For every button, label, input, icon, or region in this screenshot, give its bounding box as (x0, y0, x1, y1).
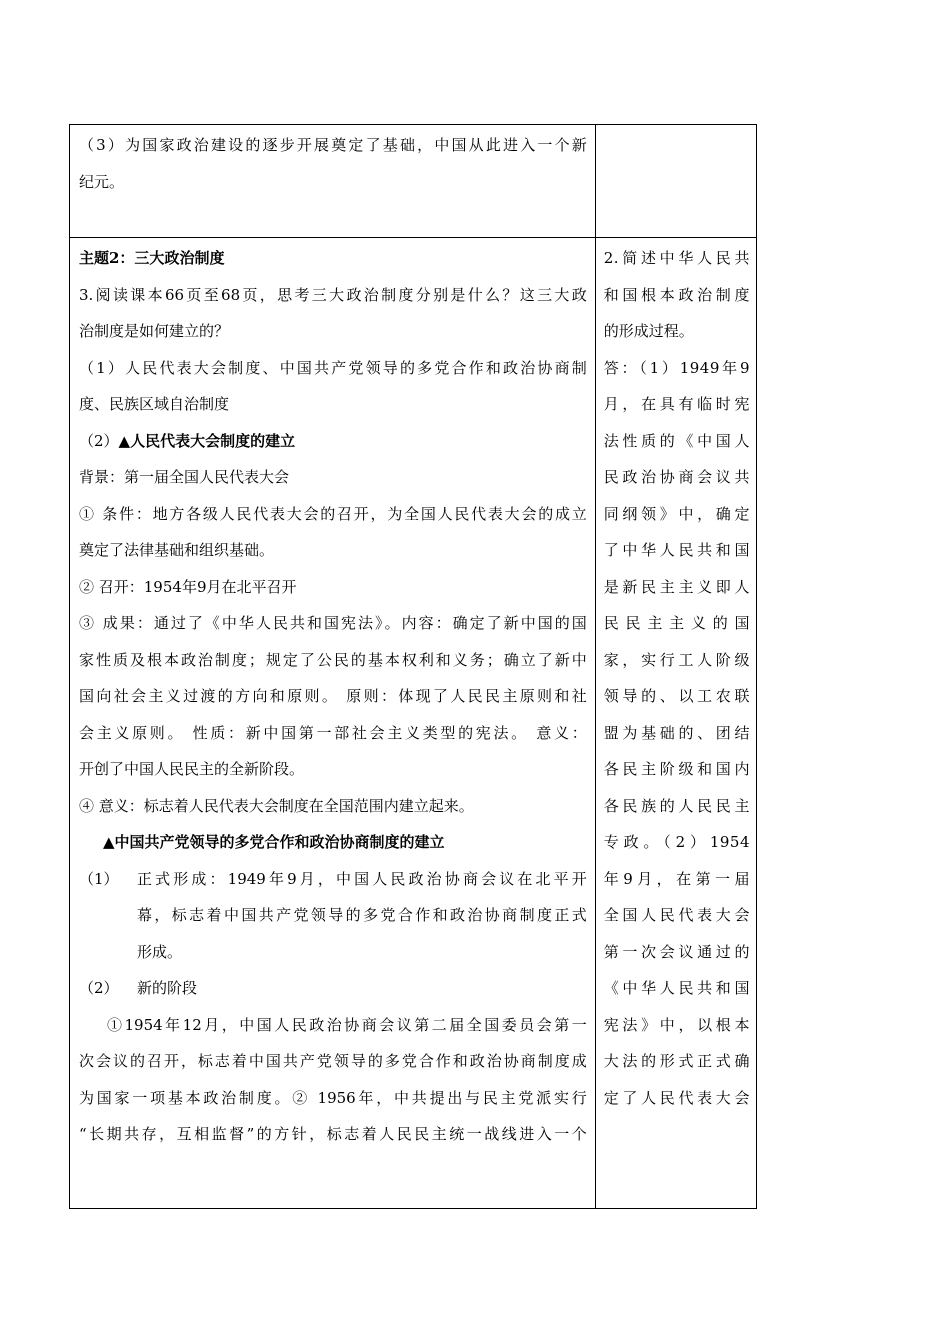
item-title: 新的阶段 (137, 979, 198, 997)
section-heading-npc (79, 423, 587, 460)
result-line: 开创了中国人民民主的全新阶段。 (79, 760, 305, 778)
stage-line: “长期共存，互相监督”的方针，标志着人民民主统一战线进入一个 (79, 1125, 587, 1143)
row2-left-cell (70, 238, 596, 1209)
right-answer-column (596, 238, 756, 1116)
answer-line: （1）人民代表大会制度、中国共产党领导的多党合作和政治协商制 (79, 358, 587, 377)
answer-line: 盟为基础的、团结 (603, 723, 750, 742)
item-number: （1） (79, 869, 119, 888)
answer-line: 各民族的人民民主 (603, 796, 750, 815)
cpc-item-2 (79, 970, 587, 1007)
question-line: 治制度是如何建立的？ (79, 322, 230, 340)
result-line: ③ 成果：通过了《中华人民共和国宪法》。内容：确定了新中国的国 (79, 614, 587, 632)
table-row (70, 125, 757, 238)
answer-line: 民政治协商会议共 (603, 468, 750, 486)
answer-line: 大法的形式正式确 (603, 1052, 750, 1070)
table-row (70, 238, 757, 1209)
row2-right-cell (595, 238, 756, 1209)
result-line: 会主义原则。 性质：新中国第一部社会主义类型的宪法。 意义： (79, 723, 587, 742)
answer-line: 家，实行工人阶级 (603, 650, 750, 669)
result-line: 家性质及根本政治制度；规定了公民的基本权利和义务；确立了新中 (79, 650, 587, 669)
row1-left-cell (70, 125, 596, 238)
answer-line: 专政。（2）1954 (603, 833, 750, 851)
answer-line: 和国根本政治制度 (603, 285, 750, 304)
item-line: 幕，标志着中国共产党领导的多党合作和政治协商制度正式 (137, 906, 587, 924)
stage-line: 次会议的召开，标志着中国共产党领导的多党合作和政治协商制度成 (79, 1052, 587, 1070)
answer-line: 年9月，在第一届 (603, 869, 750, 888)
section-heading-cpc: ▲中国共产党领导的多党合作和政治协商制度的建立 (103, 833, 445, 851)
convene-line: ② 召开：1954年9月在北平召开 (79, 577, 297, 596)
answer-line: 的形成过程。 (603, 322, 694, 340)
stage-line: ①1954年12月，中国人民政治协商会议第二届全国委员会第一 (107, 1015, 587, 1034)
result-line: 国向社会主义过渡的方向和原则。 原则：体现了人民民主原则和社 (79, 687, 587, 705)
answer-line: 度、民族区域自治制度 (79, 395, 230, 413)
content-table (69, 124, 757, 1209)
item-line: 形成。 (137, 942, 183, 961)
answer-line: 了中华人民共和国 (603, 541, 750, 559)
row1-right-cell (595, 125, 756, 238)
item-number: （2） (79, 979, 119, 997)
answer-line: 2.简述中华人民共 (603, 249, 750, 267)
cpc-item-1 (79, 861, 587, 971)
condition-line: ① 条件：地方各级人民代表大会的召开，为全国人民代表大会的成立 (79, 504, 587, 523)
answer-line: 《中华人民共和国 (603, 979, 750, 997)
answer-line: 同纲领》中，确定 (603, 504, 750, 523)
section-heading-text: ▲人民代表大会制度的建立 (118, 431, 296, 450)
answer-line: 领导的、以工农联 (603, 687, 750, 705)
answer-line: 民民主主义的国 (603, 614, 750, 632)
answer-line: 宪法》中，以根本 (603, 1015, 750, 1034)
answer-line: 答：（1）1949年9 (603, 358, 750, 377)
topic-title: 主题2：三大政治制度 (79, 249, 225, 267)
item-line: 正式形成：1949年9月，中国人民政治协商会议在北平开 (137, 869, 587, 888)
section-number: （2） (79, 431, 119, 450)
answer-line: 全国人民代表大会 (603, 906, 750, 924)
paragraph-line: 纪元。 (79, 172, 125, 191)
answer-line: 第一次会议通过的 (603, 942, 750, 961)
answer-line: 定了人民代表大会 (603, 1088, 750, 1107)
answer-line: 各民主阶级和国内 (603, 760, 750, 778)
answer-line: 是新民主主义即人 (603, 577, 750, 596)
background-line: 背景：第一届全国人民代表大会 (79, 468, 290, 486)
stage-line: 为国家一项基本政治制度。② 1956年，中共提出与民主党派实行 (79, 1088, 587, 1107)
meaning-line: ④ 意义：标志着人民代表大会制度在全国范围内建立起来。 (79, 796, 474, 815)
question-line: 3.阅读课本66页至68页，思考三大政治制度分别是什么？这三大政 (79, 285, 587, 304)
answer-line: 法性质的《中国人 (603, 431, 750, 450)
answer-line: 月，在具有临时宪 (603, 395, 750, 413)
paragraph-line: （3）为国家政治建设的逐步开展奠定了基础，中国从此进入一个新 (79, 136, 587, 154)
condition-line: 奠定了法律基础和组织基础。 (79, 541, 275, 559)
